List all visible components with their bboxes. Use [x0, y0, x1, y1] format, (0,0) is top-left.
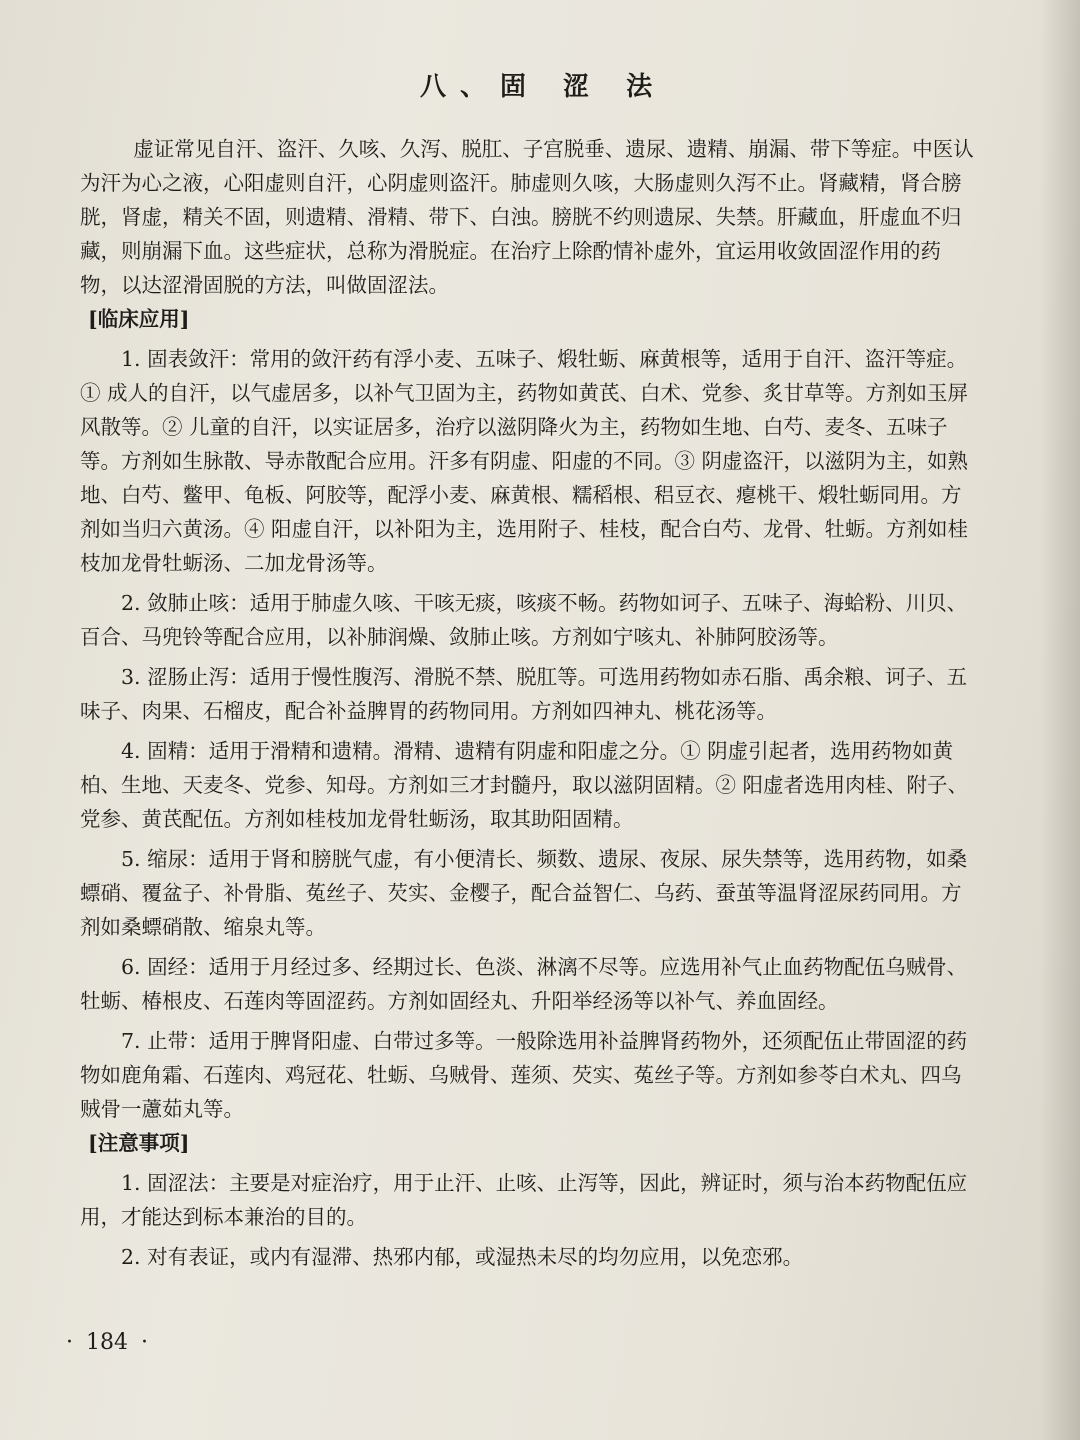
clinical-item-6: 6. 固经：适用于月经过多、经期过长、色淡、淋漓不尽等。应选用补气止血药物配伍乌贼骨、牡蛎、椿根皮、石莲肉等固涩药。方剂如固经丸、升阳举经汤等以补气、养血固经。 — [80, 955, 968, 1013]
clinical-item-3: 3. 涩肠止泻：适用于慢性腹泻、滑脱不禁、脱肛等。可选用药物如赤石脂、禹余粮、诃子、五味子、肉果、石榴皮，配合补益脾胃的药物同用。方剂如四神丸、桃花汤等。 — [80, 665, 968, 723]
page-content — [80, 84, 980, 1274]
notes-item-2: 2. 对有表证，或内有湿滞、热邪内郁，或湿热未尽的均勿应用，以免恋邪。 — [121, 1245, 804, 1269]
clinical-item-7: 7. 止带：适用于脾肾阳虚、白带过多等。一般除选用补益脾肾药物外，还须配伍止带固涩的药物如鹿角霜、石莲肉、鸡冠花、牡蛎、乌贼骨、莲须、芡实、菟丝子等。方剂如参苓白术丸、四乌贼骨一藘茹丸等。 — [80, 1029, 968, 1121]
clinical-item-1: 1. 固表敛汗：常用的敛汗药有浮小麦、五味子、煅牡蛎、麻黄根等，适用于自汗、盗汗等症。① 成人的自汗，以气虚居多，以补气卫固为主，药物如黄芪、白术、党参、炙甘草等。方剂如玉屏风散等。② 儿童的自汗，以实证居多，治疗以滋阴降火为主，药物如生地、白芍、麦冬、五味子等。方剂如生脉散、导赤散配合应用。汗多有阴虚、阳虚的不同。③ 阴虚盗汗，以滋阴为主，如熟地、白芍、鳖甲、龟板、阿胶等，配浮小麦、麻黄根、糯稻根、稆豆衣、瘪桃干、煅牡蛎同用。方剂如当归六黄汤。④ 阳虚自汗，以补阳为主，选用附子、桂枝，配合白芍、龙骨、牡蛎。方剂如桂枝加龙骨牡蛎汤、二加龙骨汤等。 — [80, 347, 969, 575]
title-spacer — [80, 84, 980, 132]
dot-left: · — [66, 1330, 73, 1355]
clinical-item-5: 5. 缩尿：适用于肾和膀胱气虚，有小便清长、频数、遗尿、夜尿、尿失禁等，选用药物，如桑螵硝、覆盆子、补骨脂、菟丝子、芡实、金樱子，配合益智仁、乌药、蚕茧等温肾涩尿药同用。方剂如桑螵硝散、缩泉丸等。 — [80, 847, 968, 939]
notes-item-1: 1. 固涩法：主要是对症治疗，用于止汗、止咳、止泻等，因此，辨证时，须与治本药物配伍应用，才能达到标本兼治的目的。 — [80, 1171, 968, 1229]
notes-heading: [注意事项] — [88, 1131, 190, 1155]
intro-paragraph: 虚证常见自汗、盗汗、久咳、久泻、脱肛、子宫脱垂、遗尿、遗精、崩漏、带下等症。中医认为汗为心之液，心阳虚则自汗，心阴虚则盗汗。肺虚则久咳，大肠虚则久泻不止。肾藏精，肾合膀胱，肾虚，精关不固，则遗精、滑精、带下、白浊。膀胱不约则遗尿、失禁。肝藏血，肝虚血不归藏，则崩漏下血。这些症状，总称为滑脱症。在治疗上除酌情补虚外，宜运用收敛固涩作用的药物，以达涩滑固脱的方法，叫做固涩法。 — [80, 137, 974, 297]
page-number-text: 184 — [86, 1330, 128, 1355]
clinical-item-2: 2. 敛肺止咳：适用于肺虚久咳、干咳无痰，咳痰不畅。药物如诃子、五味子、海蛤粉、川贝、百合、马兜铃等配合应用，以补肺润燥、敛肺止咳。方剂如宁咳丸、补肺阿胶汤等。 — [80, 591, 968, 649]
clinical-item-4: 4. 固精：适用于滑精和遗精。滑精、遗精有阴虚和阳虚之分。① 阴虚引起者，选用药物如黄柏、生地、天麦冬、党参、知母。方剂如三才封髓丹，取以滋阴固精。② 阳虚者选用肉桂、附子、党参、黄芪配伍。方剂如桂枝加龙骨牡蛎汤，取其助阳固精。 — [80, 739, 969, 831]
page-title: 八、固 涩 法 — [420, 72, 667, 102]
dot-right: · — [141, 1330, 148, 1355]
page-number — [60, 1330, 154, 1355]
clinical-heading: [临床应用] — [88, 307, 190, 331]
